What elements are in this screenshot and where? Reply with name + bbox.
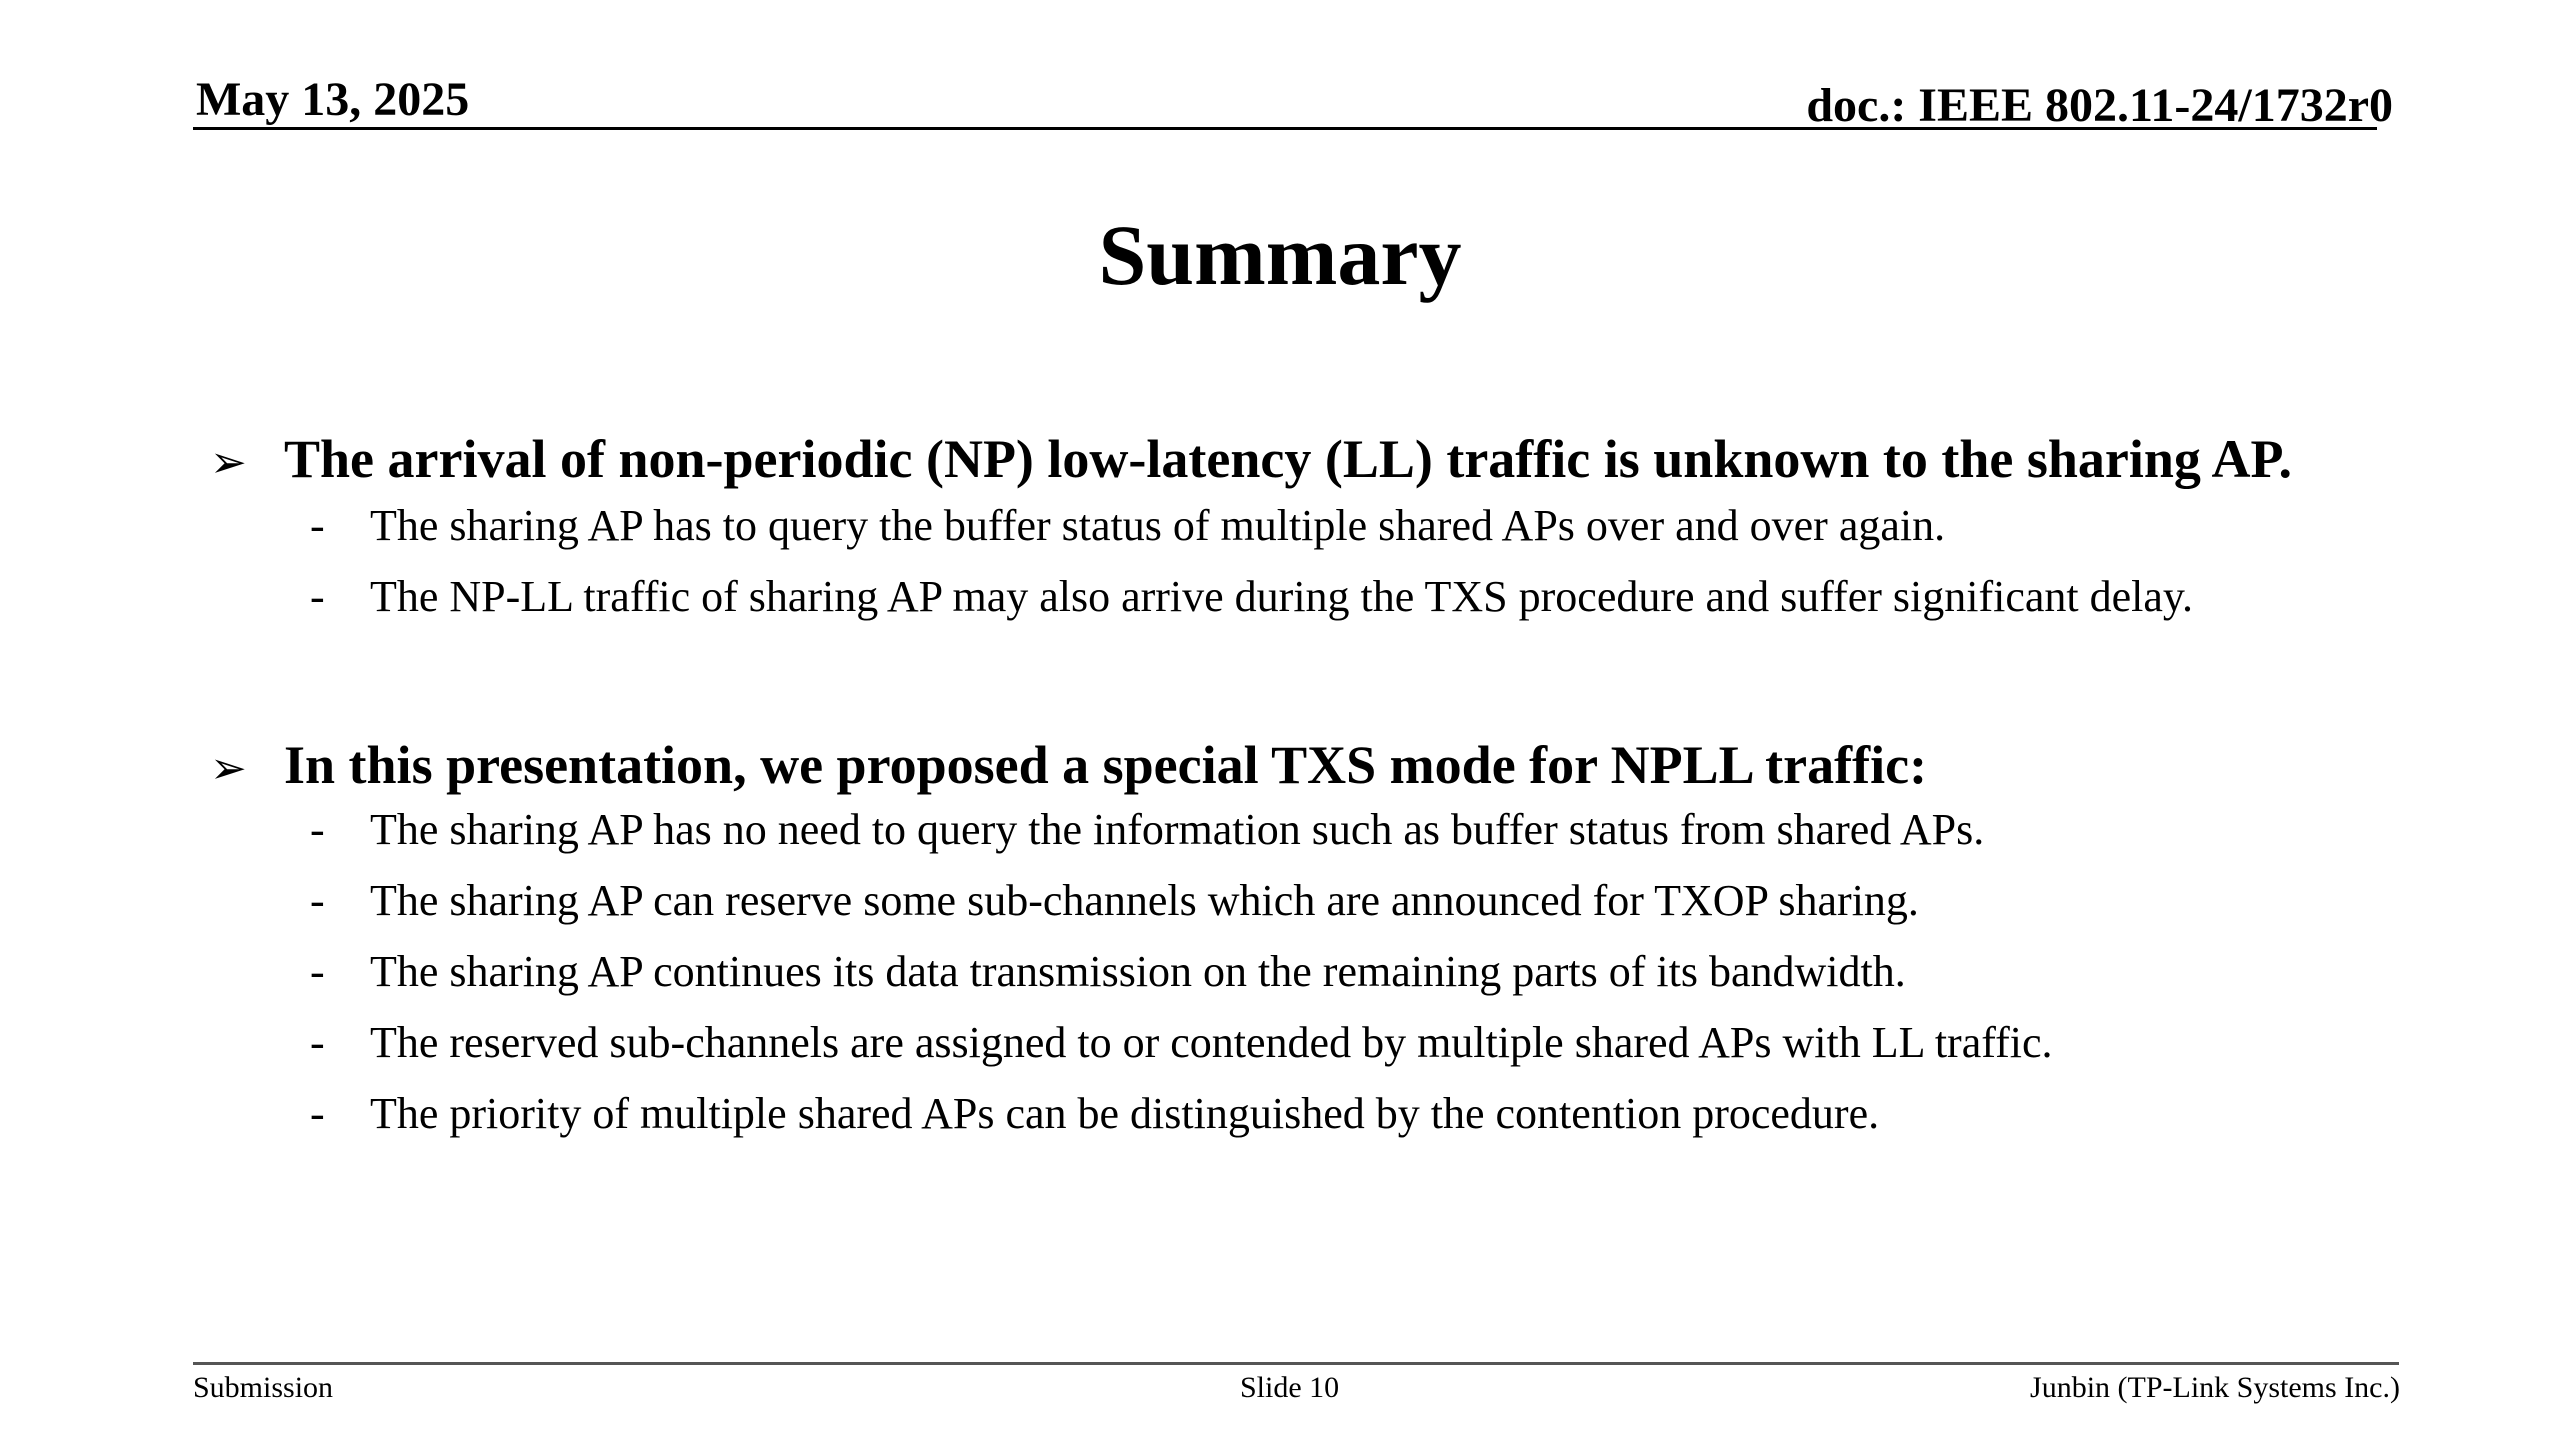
section-arrival <box>210 429 2510 646</box>
section-heading: The arrival of non-periodic (NP) low-latency (LL) traffic is unknown to the sharing AP. <box>284 429 2292 489</box>
list-item <box>310 1018 2510 1092</box>
dash-bullet-icon: - <box>310 501 325 550</box>
list-item <box>310 947 2510 1021</box>
footer-slide-number: Slide 10 <box>1240 1371 1340 1404</box>
slide-title: Summary <box>1098 207 1462 303</box>
list-item-text: The priority of multiple shared APs can be distinguished by the contention procedure. <box>370 1089 1880 1138</box>
list-item <box>310 572 2510 646</box>
list-item <box>310 876 2510 950</box>
section-heading-row <box>210 735 2510 795</box>
list-item-text: The reserved sub-channels are assigned to or contended by multiple shared APs with LL traffic. <box>370 1018 2053 1067</box>
header-doc-id: doc.: IEEE 802.11-24/1732r0 <box>1806 79 2393 132</box>
dash-bullet-icon: - <box>310 1089 325 1138</box>
list-item <box>310 501 2510 575</box>
dash-bullet-icon: - <box>310 805 325 854</box>
list-item-text: The sharing AP has no need to query the information such as buffer status from shared APs. <box>370 805 1985 854</box>
section-heading-row <box>210 429 2510 489</box>
dash-bullet-icon: - <box>310 947 325 996</box>
header-divider <box>193 127 2377 130</box>
dash-bullet-icon: - <box>310 876 325 925</box>
list-item-text: The sharing AP can reserve some sub-channels which are announced for TXOP sharing. <box>370 876 1919 925</box>
sub-list <box>310 805 2510 1163</box>
list-item-text: The sharing AP continues its data transmission on the remaining parts of its bandwidth. <box>370 947 1906 996</box>
footer-divider <box>193 1362 2399 1365</box>
footer-author: Junbin (TP-Link Systems Inc.) <box>2030 1371 2400 1404</box>
list-item-text: The NP-LL traffic of sharing AP may also arrive during the TXS procedure and suffer significant delay. <box>370 572 2194 621</box>
list-item <box>310 805 2510 879</box>
arrow-bullet-icon: ➢ <box>210 437 247 488</box>
sub-list <box>310 501 2510 646</box>
header-date: May 13, 2025 <box>196 73 470 126</box>
arrow-bullet-icon: ➢ <box>210 743 247 794</box>
list-item-text: The sharing AP has to query the buffer status of multiple shared APs over and over again. <box>370 501 1946 550</box>
dash-bullet-icon: - <box>310 572 325 621</box>
list-item <box>310 1089 2510 1163</box>
dash-bullet-icon: - <box>310 1018 325 1067</box>
section-heading: In this presentation, we proposed a special TXS mode for NPLL traffic: <box>284 735 1928 795</box>
section-proposal <box>210 735 2510 1163</box>
footer-submission: Submission <box>193 1371 334 1404</box>
